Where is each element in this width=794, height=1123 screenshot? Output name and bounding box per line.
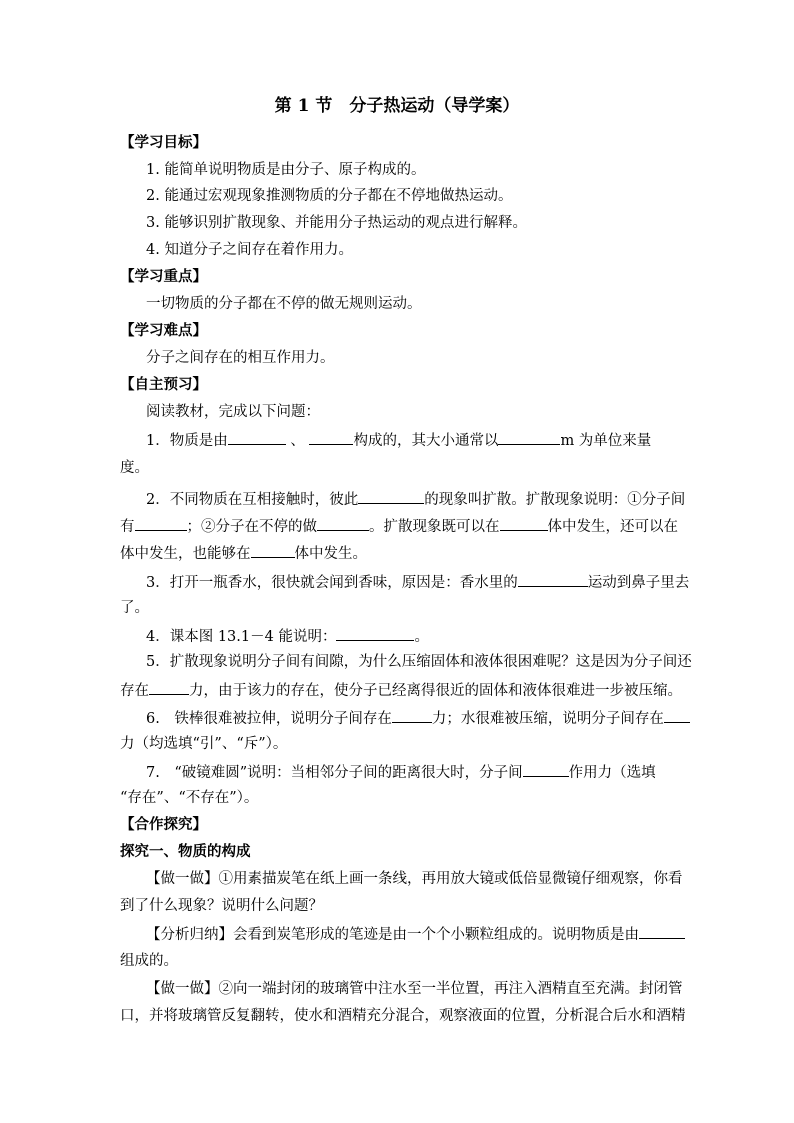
question-text: 3．打开一瓶香水，很快就会闻到香味，原因是：香水里的 [146,575,518,591]
question-text: 4．课本图 13.1－4 能说明： [146,629,337,645]
goal-item: 3. 能够识别扩散现象、并能用分子热运动的观点进行解释。 [146,215,527,231]
activity-2-cont: 口，并将玻璃管反复翻转，使水和酒精充分混合，观察液面的位置，分析混合后水和酒精 [120,1008,686,1024]
analysis-cont: 组成的。 [120,953,178,969]
question-text: 体中发生，还可以在 [547,519,678,535]
answer-blank[interactable] [664,707,690,723]
question-5: 5．扩散现象说明分子间有间隙，为什么压缩固体和液体很困难呢？这是因为分子间还 [146,654,692,670]
answer-blank[interactable] [358,488,424,504]
answer-blank[interactable] [500,515,548,531]
answer-blank[interactable] [523,761,569,777]
key-text: 一切物质的分子都在不停的做无规则运动。 [146,296,422,312]
answer-blank[interactable] [392,707,432,723]
answer-blank[interactable] [309,429,353,445]
goals-header: 【学习目标】 [120,134,207,151]
answer-blank[interactable] [336,625,414,641]
question-text: 体中发生，也能够在 [120,546,251,562]
question-text: 力，由于该力的存在，使分子已经离得很近的固体和液体很难进一步被压缩。 [189,683,682,699]
preview-header: 【自主预习】 [120,376,207,393]
question-text: 7. “破镜难圆”说明：当相邻分子间的距离很大时，分子间 [146,765,523,781]
activity-1-cont: 到了什么现象？说明什么问题？ [120,898,323,914]
question-text: 构成的，其大小通常以 [353,433,499,449]
goal-item: 1. 能简单说明物质是由分子、原子构成的。 [146,162,426,178]
question-6 [146,707,690,729]
question-1-cont: 度。 [120,460,149,476]
question-7 [146,761,656,783]
question-2-cont [120,515,678,537]
analysis-text: 【分析归纳】会看到炭笔形成的笔迹是由一个个小颗粒组成的。说明物质是由 [146,927,639,943]
question-text: m 为单位来量 [560,433,652,449]
question-text: 存在 [120,683,149,699]
question-text: 运动到鼻子里去 [587,575,690,591]
question-6-cont: 力（均选填“引”、“斥”）。 [120,736,288,752]
question-5-cont [120,679,682,701]
question-text: 。扩散现象既可以在 [369,519,500,535]
page-title: 第 1 节 分子热运动（导学案） [274,96,520,116]
question-text: 、 [290,433,305,449]
coop-header: 【合作探究】 [120,816,207,833]
question-3 [146,571,689,593]
activity-2: 【做一做】②向一端封闭的玻璃管中注水至一半位置，再注入酒精直至充满。封闭管 [146,981,683,997]
question-text: 1．物质是由 [146,433,228,449]
question-text: 。 [414,629,429,645]
question-text: 有 [120,519,135,535]
answer-blank[interactable] [639,923,685,939]
difficulty-text: 分子之间存在的相互作用力。 [146,350,335,366]
answer-blank[interactable] [317,515,369,531]
activity-1: 【做一做】①用素描炭笔在纸上画一条线，再用放大镜或低倍显微镜仔细观察，你看 [146,871,683,887]
question-text: 体中发生。 [294,546,367,562]
question-text: 的现象叫扩散。扩散现象说明：①分子间 [424,492,686,508]
question-text: 作用力（选填 [568,765,656,781]
question-3-cont: 了。 [120,600,149,616]
answer-blank[interactable] [518,571,588,587]
goal-item: 2. 能通过宏观现象推测物质的分子都在不停地做热运动。 [146,188,513,204]
answer-blank[interactable] [498,429,560,445]
question-text: 2．不同物质在互相接触时，彼此 [146,492,359,508]
question-text: ；②分子在不停的做 [186,519,317,535]
question-4 [146,625,429,647]
question-1 [146,429,651,451]
question-2-cont [120,542,367,564]
question-2 [146,488,685,510]
difficulty-header: 【学习难点】 [120,322,207,339]
answer-blank[interactable] [149,679,189,695]
key-header: 【学习重点】 [120,268,207,285]
analysis [146,923,685,945]
question-text: 力；水很难被压缩，说明分子间存在 [431,711,664,727]
goal-item: 4. 知道分子之间存在着作用力。 [146,242,353,258]
question-text: 6. 铁棒很难被拉伸，说明分子间存在 [146,711,392,727]
answer-blank[interactable] [135,515,187,531]
explore-1-heading: 探究一、物质的构成 [120,843,251,860]
answer-blank[interactable] [228,429,286,445]
answer-blank[interactable] [251,542,295,558]
preview-intro: 阅读教材，完成以下问题： [146,404,320,420]
question-7-cont: “存在”、“不存在”）。 [120,790,259,806]
